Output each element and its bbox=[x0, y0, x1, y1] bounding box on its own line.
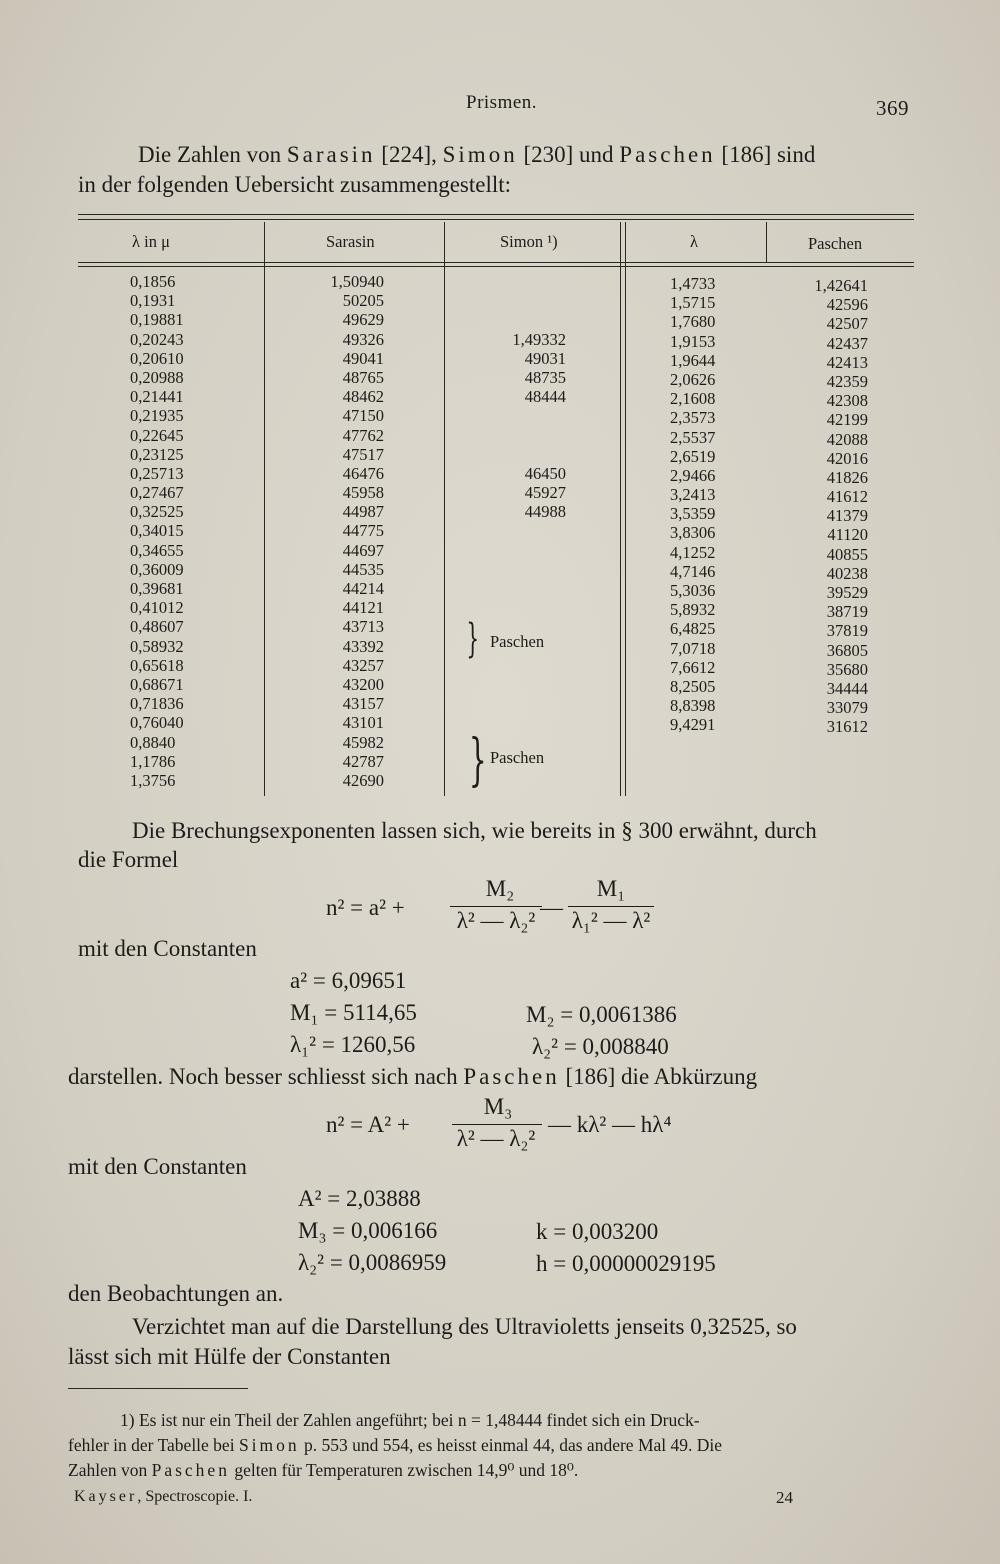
table-cell: 0,22645 bbox=[130, 425, 184, 445]
table-cell: 1,42641 bbox=[814, 276, 868, 295]
table-cell: 43713 bbox=[342, 617, 384, 637]
table-cell: 43200 bbox=[342, 674, 384, 694]
table-top-rule-2 bbox=[78, 219, 914, 220]
table-cell: 43392 bbox=[342, 636, 384, 656]
intro-text: Die Zahlen von bbox=[138, 142, 287, 167]
table-cell: 46450 bbox=[524, 464, 566, 483]
table-cell: 35680 bbox=[826, 659, 868, 679]
table-cell: 33079 bbox=[826, 698, 868, 718]
formula-1-numerator-1: M₂ bbox=[485, 876, 515, 901]
table-cell: 0,21441 bbox=[130, 387, 184, 407]
table-cell: 42437 bbox=[826, 333, 868, 353]
table-cell: 4,7146 bbox=[670, 561, 716, 581]
intro-line-1 bbox=[138, 142, 815, 168]
table-cell: 40855 bbox=[826, 544, 868, 564]
table-cell: 5,3036 bbox=[670, 581, 716, 600]
table-cell: 44121 bbox=[342, 598, 384, 618]
table-cell: 40238 bbox=[826, 563, 868, 583]
table-cell: 42308 bbox=[826, 391, 868, 411]
table-cell: 2,3573 bbox=[670, 408, 716, 428]
table-cell: 1,9153 bbox=[670, 331, 716, 351]
constants-intro: mit den Constanten bbox=[68, 1154, 247, 1179]
intro-line-2: in der folgenden Uebersicht zusammengestellt: bbox=[78, 172, 512, 197]
constant-A2: A² = 2,03888 bbox=[298, 1186, 421, 1211]
formula-2-numerator: M₃ bbox=[483, 1094, 513, 1119]
header-lambda: λ bbox=[690, 232, 699, 251]
paragraph-line: Die Brechungsexponenten lassen sich, wie bereits in § 300 erwähnt, durch bbox=[132, 818, 817, 843]
table-cell: 41120 bbox=[827, 525, 868, 545]
table-cell: 39529 bbox=[826, 583, 868, 602]
table-cell: 43101 bbox=[342, 713, 384, 733]
constant-m3: M₃ = 0,006166 bbox=[298, 1218, 438, 1243]
paragraph-line: den Beobachtungen an. bbox=[68, 1281, 284, 1306]
fraction-bar bbox=[568, 906, 654, 907]
table-cell: 38719 bbox=[826, 602, 868, 622]
table-cell: 0,32525 bbox=[130, 502, 184, 522]
table-cell: 0,39681 bbox=[130, 579, 184, 598]
paragraph-line: die Formel bbox=[78, 847, 179, 872]
table-cell: 44988 bbox=[524, 502, 566, 522]
table-header-rule-2 bbox=[78, 266, 914, 267]
column-paschen bbox=[808, 276, 868, 737]
running-header: Prismen. bbox=[466, 92, 538, 113]
formula-2-rest: — kλ² — hλ⁴ bbox=[548, 1112, 672, 1137]
table-cell: 1,7680 bbox=[670, 312, 716, 332]
table-cell: 8,2505 bbox=[670, 676, 716, 696]
constant-lambda2: λ₂² = 0,008840 bbox=[532, 1034, 669, 1059]
constant-h: h = 0,00000029195 bbox=[536, 1251, 716, 1276]
table-cell: 3,5359 bbox=[670, 504, 716, 524]
table-cell: 42413 bbox=[826, 352, 868, 372]
constants-intro: mit den Constanten bbox=[78, 936, 257, 961]
table-cell: 43157 bbox=[342, 694, 384, 714]
table-cell: 44987 bbox=[342, 502, 384, 522]
table-cell: 0,20610 bbox=[130, 348, 184, 368]
table-cell: 0,58932 bbox=[130, 636, 184, 656]
table-cell: 0,25713 bbox=[130, 463, 184, 483]
paragraph-text: [186] die Abkürzung bbox=[559, 1064, 758, 1089]
table-cell: 37819 bbox=[826, 621, 868, 641]
table-cell: 42596 bbox=[826, 295, 868, 315]
author-sarasin: Sarasin bbox=[286, 142, 376, 167]
table-cell: 1,50940 bbox=[330, 272, 384, 291]
author-simon: Simon bbox=[238, 1435, 300, 1455]
table-cell: 0,19881 bbox=[130, 310, 184, 330]
table-cell: 0,41012 bbox=[130, 598, 184, 618]
paragraph-line bbox=[68, 1064, 757, 1090]
table-cell: 44697 bbox=[342, 540, 384, 560]
table-cell: 44775 bbox=[342, 521, 384, 541]
table-cell: 42507 bbox=[826, 314, 868, 334]
table-cell: 50205 bbox=[342, 291, 384, 311]
table-cell: 0,20243 bbox=[130, 329, 184, 349]
ref-224: [224], bbox=[375, 142, 443, 167]
column-simon-group-2 bbox=[508, 464, 566, 522]
table-cell: 0,1856 bbox=[130, 272, 176, 291]
formula-1-numerator-2: M₁ bbox=[596, 876, 626, 901]
author-paschen: Paschen bbox=[463, 1064, 560, 1089]
column-lambda-mu bbox=[130, 272, 184, 790]
table-cell: 1,49332 bbox=[512, 329, 566, 349]
table-cell: 0,21935 bbox=[130, 406, 184, 426]
table-cell: 1,5715 bbox=[670, 293, 716, 313]
ref-230: [230] und bbox=[517, 142, 620, 167]
footnote-rule bbox=[68, 1388, 248, 1389]
table-cell: 42787 bbox=[342, 751, 384, 771]
formula-1-denominator-2: λ₁² — λ² bbox=[571, 908, 651, 933]
table-header-rule bbox=[78, 262, 914, 263]
table-cell: 0,27467 bbox=[130, 483, 184, 503]
header-simon: Simon ¹) bbox=[500, 232, 558, 251]
table-cell: 2,6519 bbox=[670, 446, 716, 466]
table-cell: 1,4733 bbox=[670, 274, 716, 293]
table-cell: 48444 bbox=[524, 387, 566, 407]
table-cell: 49041 bbox=[342, 348, 384, 368]
footnote-text: gelten für Temperaturen zwischen 14,9⁰ und 18⁰. bbox=[229, 1460, 579, 1480]
table-cell: 0,68671 bbox=[130, 674, 184, 694]
table-top-rule bbox=[78, 214, 914, 215]
column-lambda bbox=[670, 274, 715, 735]
constant-k: k = 0,003200 bbox=[536, 1219, 659, 1244]
column-simon-group-1 bbox=[508, 330, 566, 407]
table-cell: 5,8932 bbox=[670, 600, 716, 620]
table-cell: 44535 bbox=[342, 559, 384, 579]
table-cell: 4,1252 bbox=[670, 542, 716, 562]
header-sarasin: Sarasin bbox=[326, 232, 375, 251]
table-cell: 0,48607 bbox=[130, 617, 184, 637]
constant-m2: M₂ = 0,0061386 bbox=[526, 1002, 677, 1027]
table-cell: 49031 bbox=[524, 348, 566, 368]
table-cell: 1,9644 bbox=[670, 350, 716, 370]
table-cell: 0,65618 bbox=[130, 655, 184, 675]
table-cell: 42690 bbox=[342, 770, 384, 790]
table-cell: 2,9466 bbox=[670, 465, 716, 485]
table-cell: 34444 bbox=[826, 678, 868, 698]
footnote-text: Zahlen von bbox=[68, 1460, 152, 1480]
table-cell: 7,6612 bbox=[670, 657, 716, 677]
table-column-divider bbox=[264, 222, 265, 796]
table-cell: 47762 bbox=[342, 425, 384, 445]
formula-1-denominator-1: λ² — λ₂² bbox=[456, 908, 536, 933]
table-cell: 48765 bbox=[342, 367, 384, 387]
footnote-line bbox=[68, 1460, 578, 1481]
constant-a2: a² = 6,09651 bbox=[290, 968, 407, 993]
table-cell: 49326 bbox=[342, 329, 384, 349]
table-cell: 7,0718 bbox=[670, 638, 716, 658]
table-cell: 48735 bbox=[524, 367, 566, 387]
table-cell: 31612 bbox=[826, 717, 868, 737]
table-cell: 3,8306 bbox=[670, 523, 716, 543]
footnote-text: fehler in der Tabelle bei bbox=[68, 1435, 239, 1455]
brace-icon: } bbox=[466, 616, 480, 662]
simon-brace-label: Paschen bbox=[490, 632, 545, 651]
table-cell: 2,1608 bbox=[670, 389, 716, 409]
column-sarasin bbox=[322, 272, 384, 790]
formula-2-lhs: n² = A² + bbox=[326, 1112, 410, 1137]
table-cell: 3,2413 bbox=[670, 485, 716, 505]
table-cell: 47517 bbox=[342, 444, 384, 464]
table-cell: 0,76040 bbox=[130, 713, 184, 733]
simon-brace-label: Paschen bbox=[490, 748, 545, 767]
table-cell: 1,3756 bbox=[130, 770, 176, 790]
footer-work: , Spectroscopie. I. bbox=[137, 1488, 253, 1505]
constant-lambda2: λ₂² = 0,0086959 bbox=[298, 1250, 447, 1275]
table-cell: 49629 bbox=[342, 310, 384, 330]
table-cell: 42088 bbox=[826, 429, 868, 449]
header-lambda-mu: λ in μ bbox=[132, 232, 170, 251]
table-cell: 6,4825 bbox=[670, 619, 716, 639]
footer-author: Kayser bbox=[74, 1488, 138, 1505]
table-cell: 1,1786 bbox=[130, 751, 176, 771]
footnote-line: 1) Es ist nur ein Theil der Zahlen angeführt; bei n = 1,48444 findet sich ein Druck- bbox=[120, 1410, 700, 1430]
footnote-line bbox=[68, 1435, 722, 1456]
table-column-divider bbox=[620, 222, 621, 796]
footer-signature-line bbox=[74, 1488, 252, 1506]
author-simon: Simon bbox=[442, 142, 518, 167]
brace-icon: } bbox=[468, 728, 487, 793]
table-cell: 0,71836 bbox=[130, 694, 184, 714]
paragraph-line: Verzichtet man auf die Darstellung des Ultravioletts jenseits 0,32525, so bbox=[132, 1314, 797, 1339]
page-number: 369 bbox=[876, 96, 909, 120]
formula-1-minus: — bbox=[540, 895, 563, 920]
table-cell: 44214 bbox=[342, 579, 384, 598]
author-paschen: Paschen bbox=[151, 1460, 230, 1480]
table-cell: 0,23125 bbox=[130, 444, 184, 464]
table-cell: 42359 bbox=[826, 371, 868, 391]
table-cell: 45958 bbox=[342, 483, 384, 503]
formula-2-denominator: λ² — λ₂² bbox=[456, 1126, 536, 1151]
table-cell: 45982 bbox=[342, 732, 384, 752]
table-cell: 47150 bbox=[342, 406, 384, 426]
table-cell: 0,8840 bbox=[130, 732, 176, 752]
paragraph-text: darstellen. Noch besser schliesst sich nach bbox=[68, 1064, 464, 1089]
constant-m1: M₁ = 5114,65 bbox=[290, 1000, 417, 1025]
table-cell: 8,8398 bbox=[670, 696, 716, 716]
table-cell: 45927 bbox=[524, 483, 566, 503]
fraction-bar bbox=[450, 906, 542, 907]
author-paschen: Paschen bbox=[619, 142, 716, 167]
table-cell: 41612 bbox=[826, 487, 868, 507]
table-cell: 41826 bbox=[826, 467, 868, 487]
table-cell: 2,0626 bbox=[670, 369, 716, 389]
table-cell: 42016 bbox=[826, 448, 868, 468]
table-column-divider bbox=[766, 222, 767, 262]
table-cell: 2,5537 bbox=[670, 427, 716, 447]
table-cell: 0,34015 bbox=[130, 521, 184, 541]
table-cell: 42199 bbox=[826, 410, 868, 430]
formula-1-lhs: n² = a² + bbox=[326, 895, 405, 920]
table-cell: 9,4291 bbox=[670, 715, 716, 735]
paragraph-line: lässt sich mit Hülfe der Constanten bbox=[68, 1344, 391, 1369]
ref-186: [186] sind bbox=[715, 142, 816, 167]
table-cell: 0,36009 bbox=[130, 559, 184, 579]
table-cell: 46476 bbox=[342, 463, 384, 483]
footnote-text: p. 553 und 554, es heisst einmal 44, das andere Mal 49. Die bbox=[299, 1435, 723, 1455]
table-column-divider bbox=[444, 222, 445, 796]
table-cell: 41379 bbox=[826, 506, 868, 526]
table-cell: 36805 bbox=[826, 640, 868, 660]
table-cell: 0,20988 bbox=[130, 367, 184, 387]
table-cell: 0,34655 bbox=[130, 540, 184, 560]
table-cell: 0,1931 bbox=[130, 291, 176, 311]
header-paschen: Paschen bbox=[808, 234, 863, 253]
table-column-divider bbox=[625, 222, 626, 796]
constant-lambda1: λ₁² = 1260,56 bbox=[290, 1032, 416, 1057]
table-cell: 43257 bbox=[342, 655, 384, 675]
table-cell: 48462 bbox=[342, 387, 384, 407]
fraction-bar bbox=[452, 1124, 542, 1125]
footer-sheet-number: 24 bbox=[776, 1488, 793, 1507]
